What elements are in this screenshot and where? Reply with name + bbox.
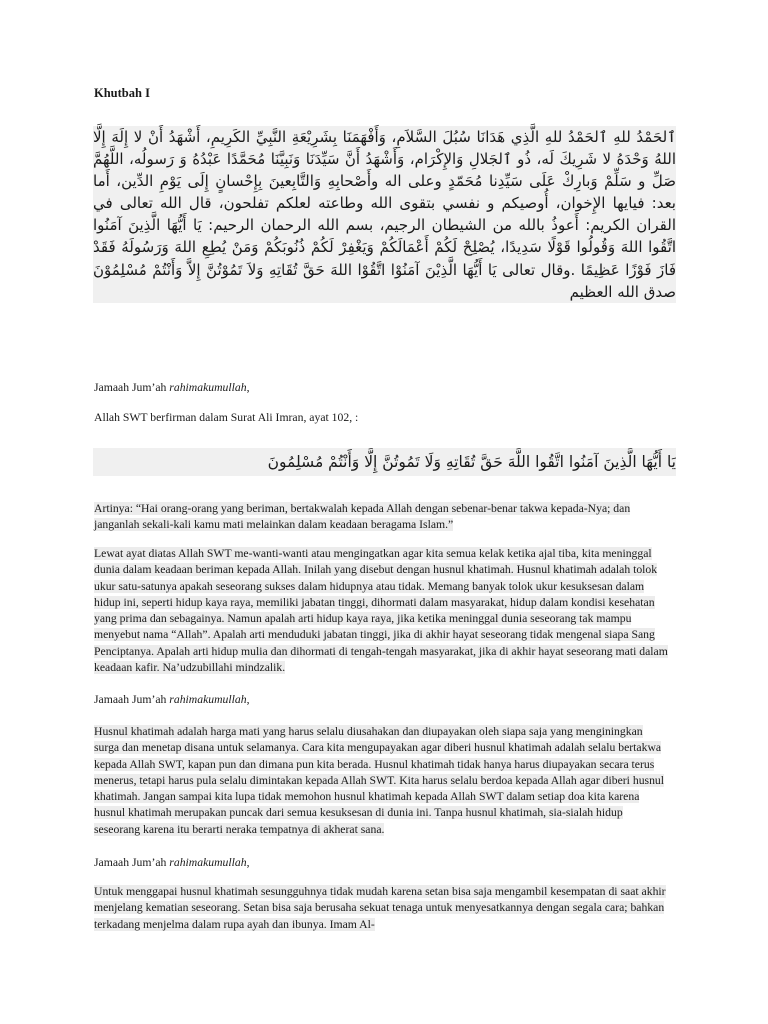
salutation-prefix: Jamaah Jum’ah [94,693,170,706]
salutation-3 [94,855,249,871]
salutation-suffix: , [246,381,250,394]
arabic-verse: يَا أَيُّهَا الَّذِينَ آمَنُوا اتَّقُوا اللَّهَ حَقَّ تُقَاتِهِ وَلَا تَمُوتُنَّ إِلَّا وَأَنْتُمْ مُسْلِمُونَ [93,448,676,476]
paragraph-3 [94,884,668,933]
salutation-2 [94,692,249,708]
salutation-prefix: Jamaah Jum’ah [94,381,170,394]
salutation-italic: rahimakumullah [169,693,247,706]
salutation-1 [94,380,249,396]
translation-paragraph [94,501,668,534]
salutation-suffix: , [246,856,250,869]
paragraph-1-text: Lewat ayat diatas Allah SWT me-wanti-wanti atau mengingatkan agar kita semua kelak ketika ajal tiba, kita meninggal dunia dalam keadaan beriman kepada Allah. Inilah yang disebut dengan husnul khatimah. Husnul khatimah adalah tolok ukur satu-satunya apakah seseorang sukses dalam hidupnya atau tidak. Memang banyak tolok ukur kesuksesan dalam hidup ini, seperti hidup kaya raya, memiliki jabatan tinggi, dihormati dalam masyarakat, hidup dalam kondisi kesehatan yang prima dan sebagainya. Namun apalah arti hidup kaya raya, jika ketika meninggal dunia seseorang tak mampu menyebut nama “Allah”. Apalah arti menduduki jabatan tinggi, jika di akhir hayat seseorang tidak mengenal siapa Sang Penciptanya. Apalah arti hidup mulia dan dihormati di tengah-tengah masyarakat, jika di akhir hayat seseorang mati dalam keadaan kafir. Na’udzubillahi mindzalik. [94,547,668,675]
arabic-opening-prayer: ٱلحَمْدُ للهِ ٱلحَمْدُ للهِ الَّذِي هَدَانَا سُبُلَ السَّلاَمِ، وَأَفْهَمَنَا بِشَرِيْعَةِ النَّبِيِّ الكَرِيمِ، أَشْهَدُ أَنْ لا إِلَهَ إِلَّا اللهُ وَحْدَهُ لا شَرِيكَ لَه، ذُو ٱلجَلالِ وَالإِكْرَام، وَأَشْهَدُ أَنَّ سَيِّدَنَا وَنَبِيَّنَا مُحَمَّدًا عَبْدُهُ وَ رَسولُه، اللَّهُمَّ صَلِّ و سَلِّمْ وَبارِكْ عَلَى سَيِّدِنا مُحَمّدٍ وعلى اله وأَصْحابِهِ وَالتَّابِعينَ بِإِحْسانٍ إِلَى يَوْمِ الدِّين، أَما بعد: فيايها الإِخوان، أُوصيكم و نفسي بتقوى الله وطاعته لعلكم تفلحون، قال الله تعالى في القران الكريم: أَعوذُ بالله من الشيطان الرجيم، بسم الله الرحمان الرحيم: يَا أَيُّهَا الَّذِينَ آمَنُوا اتَّقُوا اللهَ وَقُولُوا قَوْلًا سَدِيدًا، يُصْلِحْ لَكُمْ أَعْمَالَكُمْ وَيَغْفِرْ لَكُمْ ذُنُوبَكُمْ وَمَنْ يُطِعِ اللهَ وَرَسُولَهُ فَقَدْ فَازَ فَوْزًا عَظِيمًا .وقال تعالى يَا أَيُّهَا الَّذِيْنَ آمَنُوْا اتَّقُوْا اللهَ حَقَّ تُقَاتِهِ وَلاَ تَمُوْتُنَّ إِلاَّ وَأَنْتُمْ مُسْلِمُوْنَ صدق الله العظيم [93,126,676,303]
paragraph-2-text: Husnul khatimah adalah harga mati yang harus selalu diusahakan dan diupayakan oleh siapa saja yang menginingkan surga dan menetap disana untuk selamanya. Cara kita mengupayakan agar diberi husnul khatimah adalah selalu bertakwa kepada Allah SWT, kapan pun dan dimana pun kita berada. Husnul khatimah tidak hanya harus diupayakan secara terus menerus, tetapi harus pula selalu dimintakan kepada Allah SWT. Kita harus selalu berdoa kepada Allah agar diberi husnul khatimah. Jangan sampai kita lupa tidak memohon husnul khatimah kepada Allah SWT dalam setiap doa kita karena husnul khatimah merupakan puncak dari semua kesuksesan di dunia ini. Tanpa husnul khatimah, sia-sialah hidup seseorang karena itu berarti neraka tempatnya di akherat sana. [94,725,665,836]
salutation-prefix: Jamaah Jum’ah [94,856,170,869]
paragraph-3-text: Untuk menggapai husnul khatimah sesungguhnya tidak mudah karena setan bisa saja mengambil kesempatan di saat akhir menjelang kematian seseorang. Setan bisa saja berusaha sekuat tenaga untuk menyesatkannya dengan segala cara; bahkan terkadang menjelma dalam rupa ayah dan ibunya. Imam Al- [94,885,666,931]
page-title: Khutbah I [94,86,150,100]
salutation-italic: rahimakumullah [169,381,247,394]
salutation-suffix: , [246,693,250,706]
translation-text: Artinya: “Hai orang-orang yang beriman, bertakwalah kepada Allah dengan sebenar-benar takwa kepada-Nya; dan janganlah sekali-kali kamu mati melainkan dalam keadaan beragama Islam.” [94,502,631,532]
paragraph-2 [94,724,668,838]
paragraph-1 [94,546,668,676]
verse-intro: Allah SWT berfirman dalam Surat Ali Imran, ayat 102, : [94,411,359,424]
salutation-italic: rahimakumullah [169,856,247,869]
